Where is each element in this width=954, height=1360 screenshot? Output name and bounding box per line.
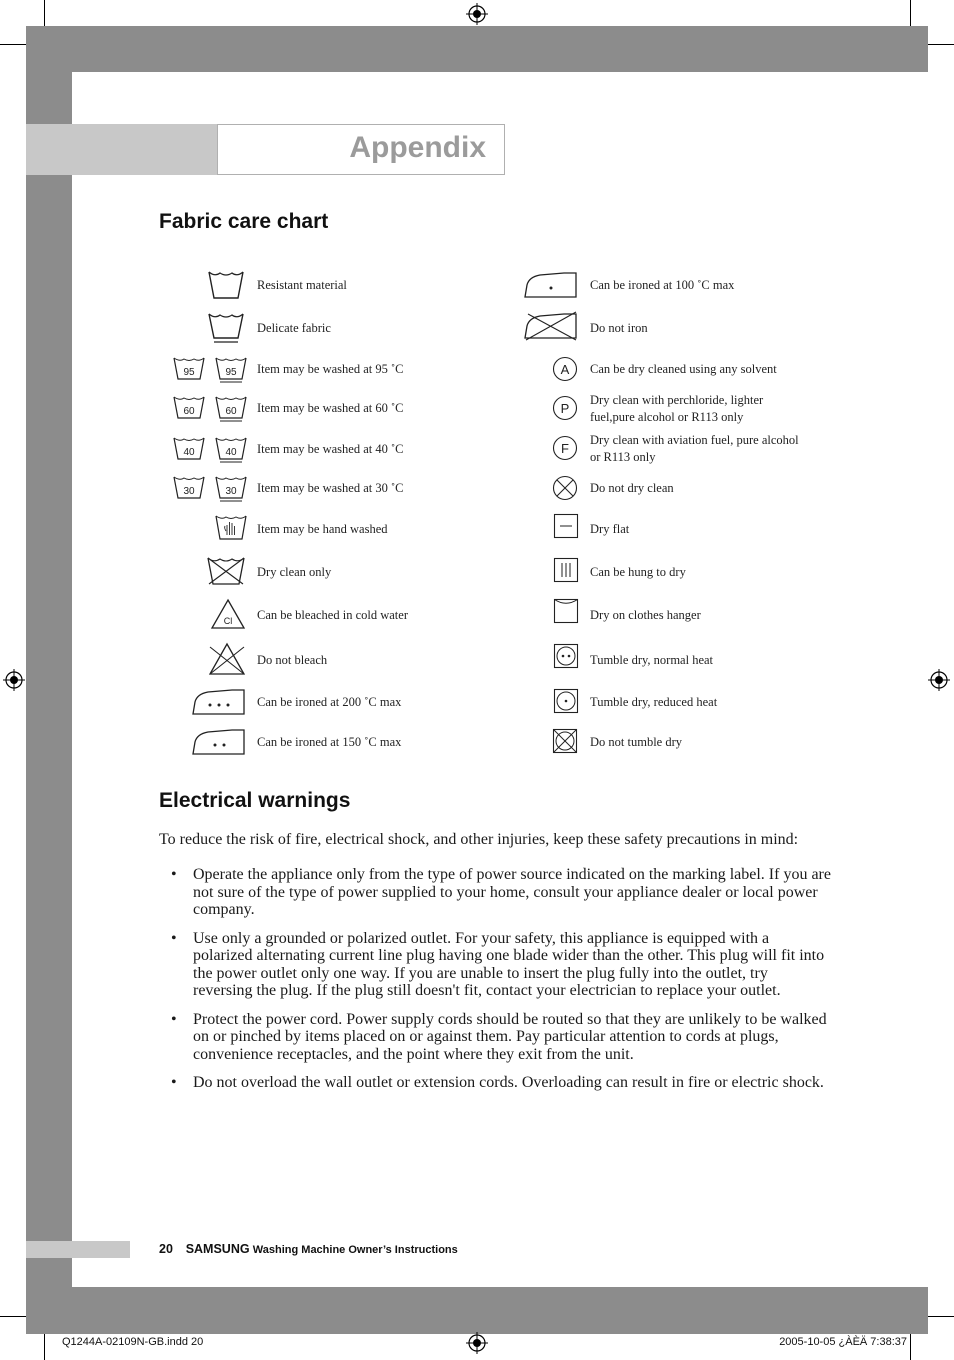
crop-mark <box>0 1316 26 1317</box>
slug-date: 2005-10-05 ¿ÀÈÄ 7:38:37 <box>779 1336 907 1348</box>
registration-mark-icon <box>3 669 25 691</box>
wash-60-icon <box>172 394 248 422</box>
svg-text:30: 30 <box>183 486 195 497</box>
care-label-line: fuel,pure alcohol or R113 only <box>590 410 744 424</box>
warning-text: Use only a grounded or polarized outlet. For your safety, this appliance is equipped with a polarized alternating current line plug having one blade wider than the other. This plug will fit into the power outlet only one way. If you are unable to insert the plug fully into the outlet, try reversing the plug. If the plug still doesn't fit, contact your electrician to replace your outlet. <box>193 929 825 999</box>
dry-flat-icon <box>553 513 579 539</box>
electrical-intro: To reduce the risk of fire, electrical shock, and other injuries, keep these safety precautions in mind: <box>159 831 799 848</box>
appendix-title-box <box>217 124 505 175</box>
care-label: Tumble dry, normal heat <box>590 653 714 667</box>
care-label: Do not iron <box>590 321 648 335</box>
brand-name: SAMSUNG <box>185 1242 250 1256</box>
hang-dry-icon <box>553 557 579 583</box>
warning-text: Protect the power cord. Power supply cords should be routed so that they are unlikely to be walked on or pinched by items placed on or against them. Pay particular attention to cords at plugs, convenience receptacles, and the point where they exit from the unit. <box>193 1010 827 1063</box>
clothes-hanger-icon <box>553 598 579 624</box>
footer-strip <box>26 1241 130 1258</box>
dry-clean-letter: A <box>560 362 570 377</box>
svg-text:40: 40 <box>225 447 237 458</box>
iron-150-icon <box>190 726 248 758</box>
tumble-reduced-icon <box>553 688 579 714</box>
iron-100-icon <box>522 269 580 301</box>
care-label: Resistant material <box>257 278 347 292</box>
dry-clean-f-icon <box>552 435 578 461</box>
care-label: Tumble dry, reduced heat <box>590 695 718 709</box>
do-not-dry-clean-icon <box>552 475 578 501</box>
dry-clean-a-icon <box>552 356 578 382</box>
page-title: Appendix <box>349 131 486 164</box>
care-label: Item may be washed at 40 ˚C <box>257 442 404 456</box>
care-label <box>590 392 763 426</box>
care-label-line: Dry clean with aviation fuel, pure alcohol <box>590 433 799 447</box>
care-label: Delicate fabric <box>257 321 331 335</box>
page-footer <box>159 1242 458 1256</box>
svg-text:95: 95 <box>183 367 195 378</box>
dry-clean-only-icon <box>205 555 247 587</box>
iron-200-icon <box>190 686 248 718</box>
care-label: Item may be washed at 60 ˚C <box>257 401 404 415</box>
bullet: • <box>171 929 177 947</box>
warning-text: Operate the appliance only from the type of power source indicated on the marking label. If you are not sure of the type of power supplied to your home, consult your appliance dealer or local power company. <box>193 866 831 918</box>
top-band <box>26 26 928 72</box>
care-label: Can be bleached in cold water <box>257 608 408 622</box>
do-not-bleach-icon <box>206 641 248 677</box>
svg-text:40: 40 <box>183 447 195 458</box>
registration-mark-icon <box>466 3 488 25</box>
crop-mark <box>910 1334 911 1360</box>
care-label: Do not dry clean <box>590 481 674 495</box>
care-label: Item may be washed at 95 ˚C <box>257 362 404 376</box>
svg-text:95: 95 <box>225 367 237 378</box>
left-band <box>26 26 72 1334</box>
care-label: Item may be washed at 30 ˚C <box>257 481 404 495</box>
bullet: • <box>171 1010 177 1028</box>
crop-mark <box>928 44 954 45</box>
care-label: Dry flat <box>590 522 630 536</box>
washtub-icon <box>206 268 246 302</box>
care-label: Can be dry cleaned using any solvent <box>590 362 777 376</box>
do-not-tumble-icon <box>552 728 578 754</box>
care-label: Dry clean only <box>257 565 332 579</box>
page-number: 20 <box>159 1242 173 1256</box>
svg-text:30: 30 <box>225 486 237 497</box>
wash-40-icon <box>172 435 248 463</box>
care-label-line: Dry clean with perchloride, lighter <box>590 393 764 407</box>
title-strip <box>26 124 218 175</box>
footer-text: Washing Machine Owner’s Instructions <box>252 1244 458 1256</box>
electrical-warnings-heading: Electrical warnings <box>159 789 351 812</box>
care-label: Can be hung to dry <box>590 565 686 579</box>
list-item <box>159 866 831 919</box>
bullet: • <box>171 866 177 883</box>
crop-mark <box>928 1316 954 1317</box>
care-label: Item may be hand washed <box>257 522 388 536</box>
bottom-band <box>26 1287 928 1334</box>
dry-clean-letter: F <box>561 441 569 456</box>
slug-file: Q1244A-02109N-GB.indd 20 <box>62 1336 204 1348</box>
bleach-cl-text: Cl <box>223 616 233 626</box>
bullet: • <box>171 1074 177 1091</box>
dry-clean-letter: P <box>560 401 570 416</box>
do-not-iron-icon <box>522 310 580 342</box>
dry-clean-p-icon <box>552 395 578 421</box>
wash-95-icon <box>172 355 248 383</box>
warnings-list <box>159 866 831 1103</box>
registration-mark-icon <box>466 1332 488 1354</box>
crop-mark <box>0 44 26 45</box>
list-item <box>159 1011 831 1064</box>
warning-text: Do not overload the wall outlet or extension cords. Overloading can result in fire or electric shock. <box>193 1074 824 1091</box>
care-label-line: or R113 only <box>590 450 656 464</box>
list-item <box>159 1074 831 1092</box>
svg-text:60: 60 <box>225 406 237 417</box>
washtub-delicate-icon <box>206 310 246 346</box>
wash-30-icon <box>172 474 248 502</box>
bleach-icon <box>209 597 247 631</box>
fabric-care-heading: Fabric care chart <box>159 210 329 233</box>
crop-mark <box>910 0 911 26</box>
registration-mark-icon <box>928 669 950 691</box>
list-item <box>159 930 831 1000</box>
care-label: Do not bleach <box>257 653 328 667</box>
svg-text:60: 60 <box>183 406 195 417</box>
care-label <box>590 432 799 466</box>
care-label: Can be ironed at 200 ˚C max <box>257 695 402 709</box>
care-label: Dry on clothes hanger <box>590 608 701 622</box>
tumble-normal-icon <box>553 643 579 669</box>
hand-wash-icon <box>214 513 248 543</box>
crop-mark <box>44 0 45 26</box>
crop-mark <box>44 1334 45 1360</box>
care-label: Do not tumble dry <box>590 735 683 749</box>
care-label: Can be ironed at 100 ˚C max <box>590 278 735 292</box>
care-label: Can be ironed at 150 ˚C max <box>257 735 402 749</box>
